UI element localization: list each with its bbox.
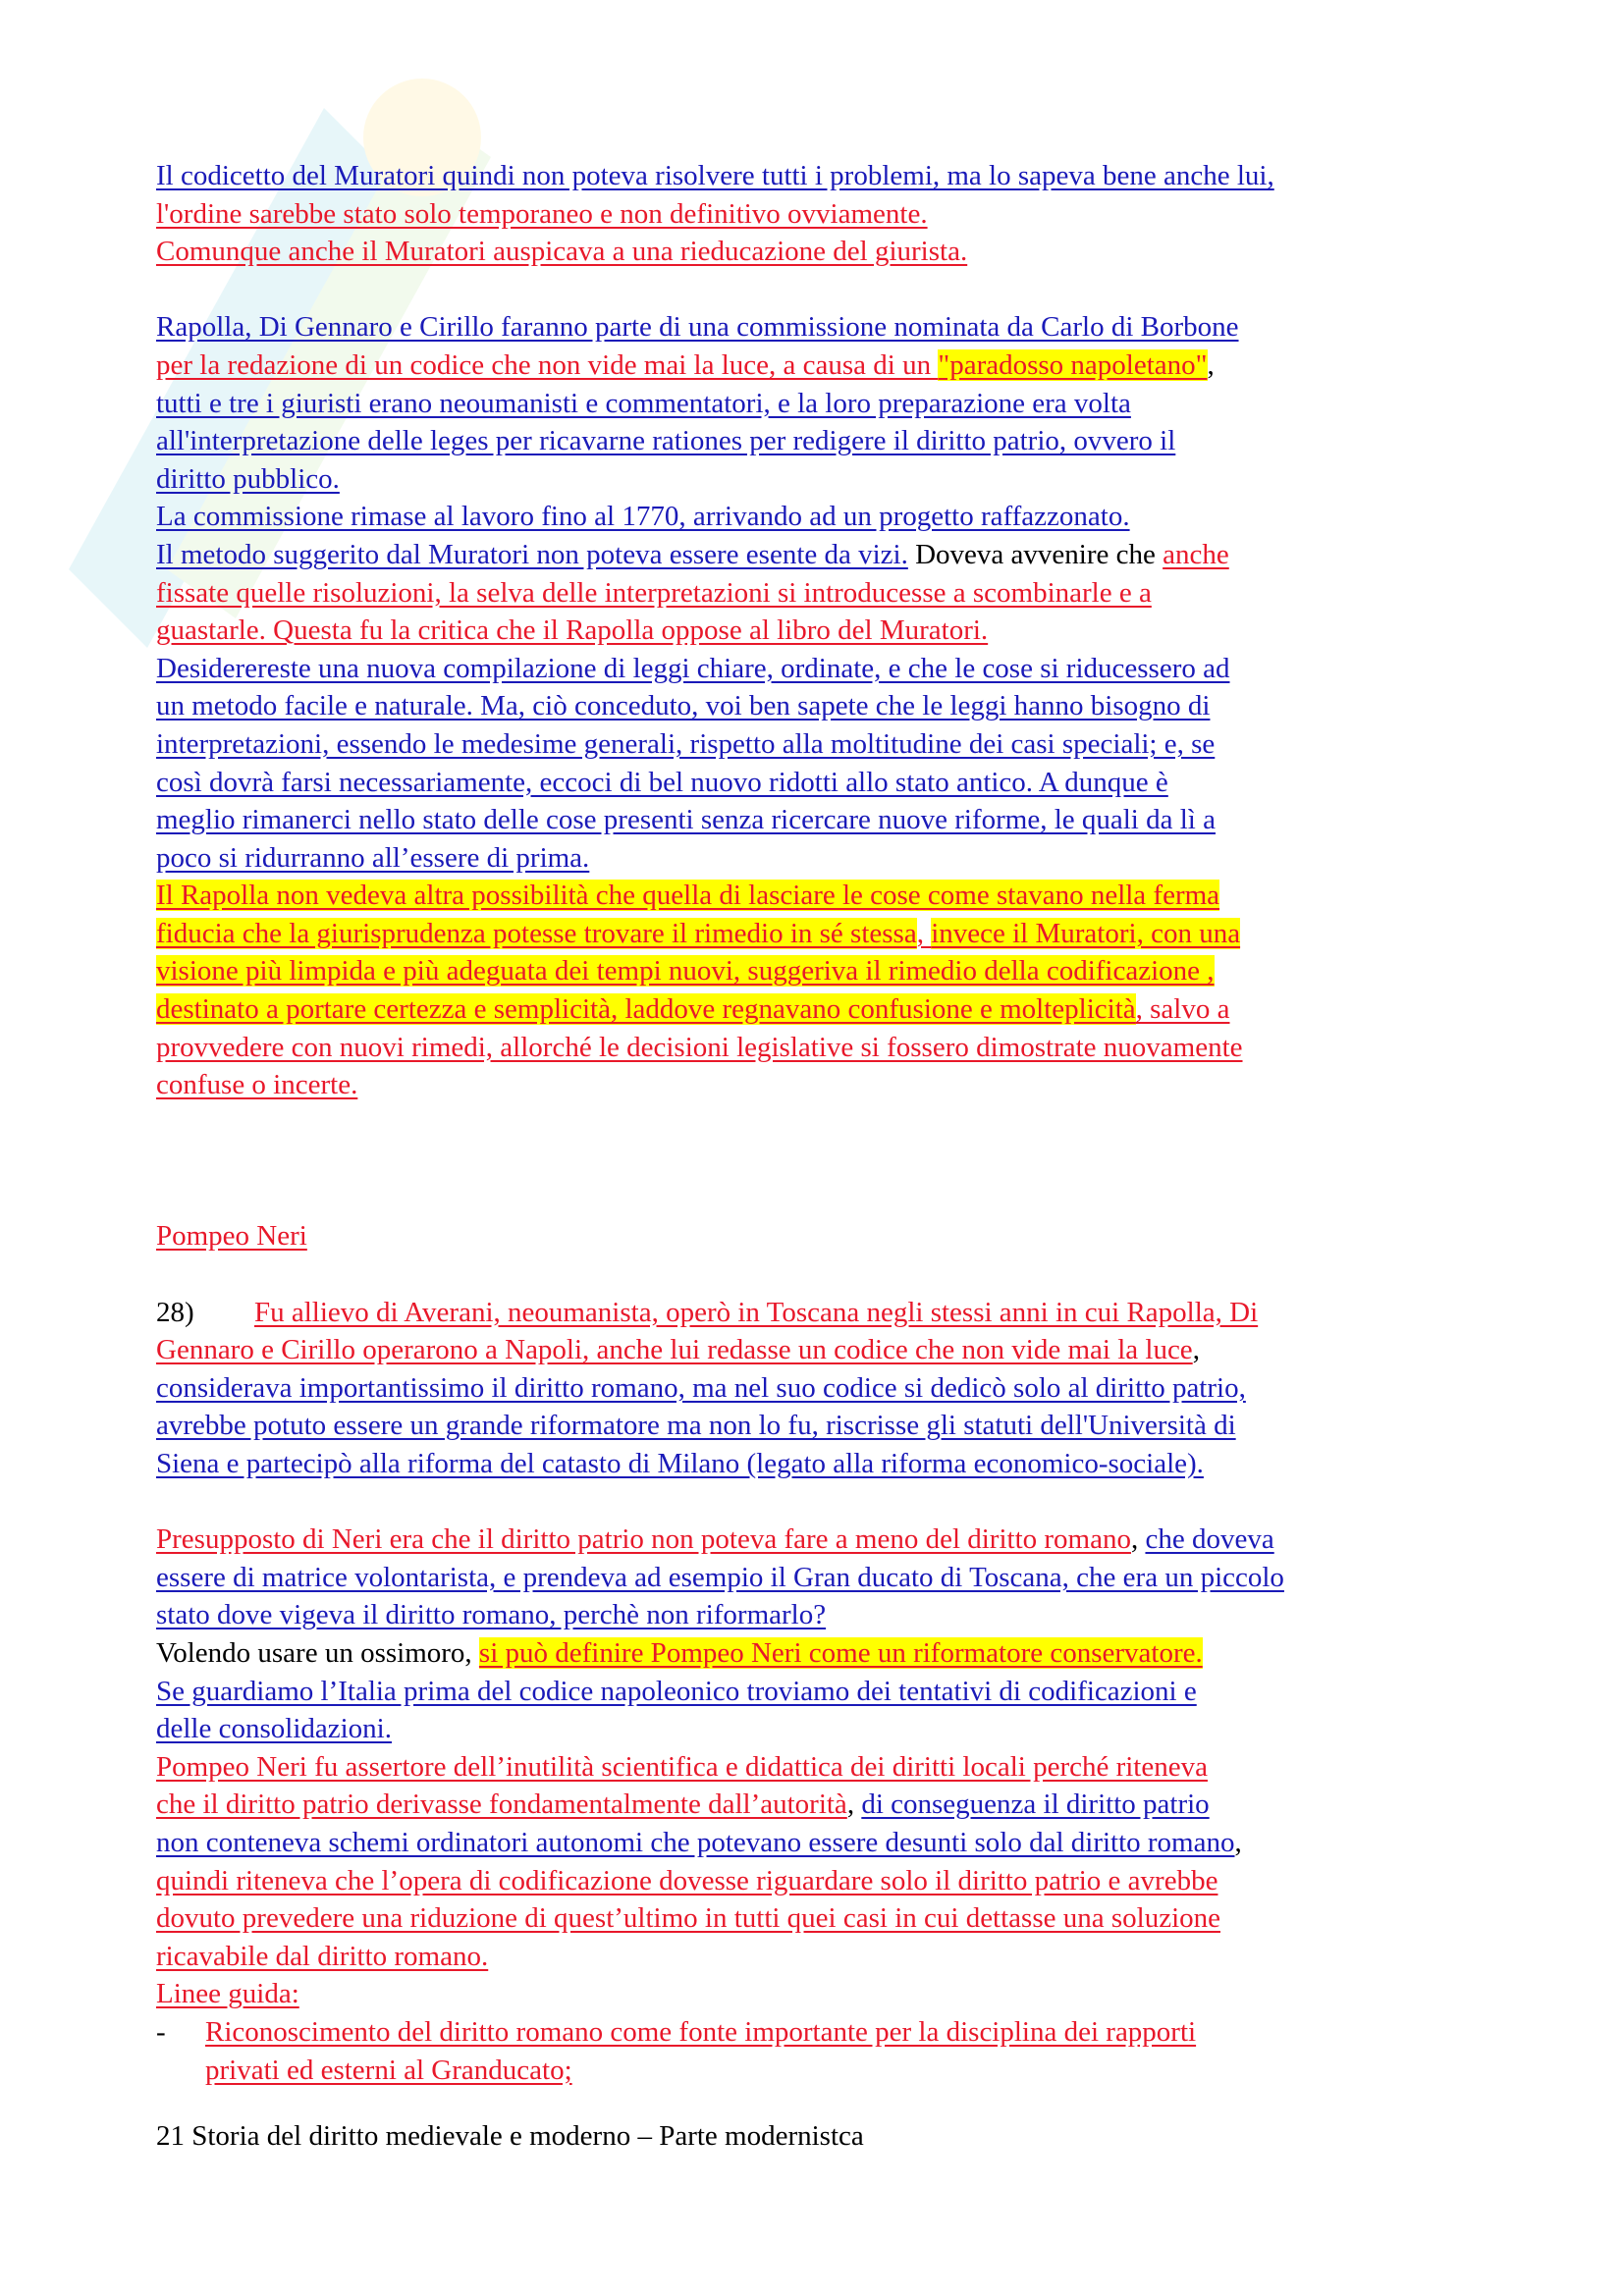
- text-segment: fissate quelle risoluzioni, la selva delle interpretazioni si introducesse a scombinarle e a: [156, 576, 1152, 609]
- text-segment: destinato a portare certezza e semplicità, laddove regnavano confusione e molteplicità: [156, 993, 1136, 1026]
- text-segment: ,: [1207, 348, 1215, 381]
- text-segment: confuse o incerte.: [156, 1069, 358, 1101]
- document-body: [156, 157, 1482, 2089]
- text-segment: ,: [1130, 1523, 1146, 1556]
- text-segment: non conteneva schemi ordinatori autonomi che potevano essere desunti solo dal diritto romano: [156, 1826, 1235, 1858]
- text-segment: interpretazioni, essendo le medesime generali, rispetto alla moltitudine dei casi speciali; e, se: [156, 727, 1216, 760]
- text-segment: invece il Muratori, con una: [931, 917, 1241, 949]
- numbered-paragraph-text: [156, 1297, 1258, 1479]
- text-segment: un metodo facile e naturale. Ma, ciò conceduto, voi ben sapete che le leggi hanno bisogno di: [156, 690, 1211, 722]
- text-segment: anche: [1163, 538, 1229, 570]
- text-segment: considerava importantissimo il diritto romano, ma nel suo codice si dedicò solo al diritto patrio,: [156, 1371, 1246, 1404]
- text-segment: diritto pubblico.: [156, 462, 340, 495]
- text-segment: all'interpretazione delle leges per ricavarne rationes per redigere il diritto patrio, ovvero il: [156, 425, 1176, 457]
- text-segment: di conseguenza il diritto patrio: [861, 1789, 1210, 1821]
- text-segment: Riconoscimento del diritto romano come fonte importante per la disciplina dei rapporti: [205, 2015, 1197, 2048]
- text-segment: che doveva: [1145, 1523, 1274, 1556]
- numbered-paragraph: [156, 1294, 1482, 1483]
- text-segment: dovuto prevedere una riduzione di quest’ultimo in tutti quei casi in cui dettasse una soluzione: [156, 1902, 1221, 1935]
- text-segment: fiducia che la giurisprudenza potesse trovare il rimedio in sé stessa: [156, 917, 917, 949]
- text-segment: essere di matrice volontarista, e prendeva ad esempio il Gran ducato di Toscana, che era un piccolo: [156, 1561, 1284, 1593]
- text-segment: quindi riteneva che l’opera di codificazione dovesse riguardare solo il diritto patrio e avrebbe: [156, 1864, 1218, 1896]
- text-segment: stato dove vigeva il diritto romano, perchè non riformarlo?: [156, 1599, 827, 1631]
- text-segment: poco si ridurranno all’essere di prima.: [156, 841, 590, 874]
- text-segment: Fu allievo di Averani, neoumanista, operò in Toscana negli stessi anni in cui Rapolla, Di: [254, 1296, 1259, 1328]
- text-segment: Linee guida:: [156, 1978, 299, 2010]
- text-segment: avrebbe potuto essere un grande riformatore ma non lo fu, riscrisse gli statuti dell'Università di: [156, 1410, 1236, 1442]
- section-title-text: Pompeo Neri: [156, 1220, 307, 1253]
- text-segment: guastarle. Questa fu la critica che il Rapolla oppose al libro del Muratori.: [156, 614, 989, 647]
- text-segment: l'ordine sarebbe stato solo temporaneo e non definitivo ovviamente.: [156, 197, 928, 230]
- text-segment: Comunque anche il Muratori auspicava a una rieducazione del giurista.: [156, 236, 968, 268]
- text-segment: per la redazione di un codice che non vide mai la luce, a causa di un: [156, 348, 939, 381]
- list-bullet: -: [156, 2015, 166, 2048]
- text-segment: Il codicetto del Muratori quindi non poteva risolvere tutti i problemi, ma lo sapeva bene anche lui,: [156, 160, 1274, 191]
- text-segment: ,: [1192, 1334, 1200, 1366]
- text-segment: ,: [1234, 1826, 1242, 1858]
- text-segment: Volendo usare un ossimoro,: [156, 1636, 479, 1669]
- text-segment: tutti e tre i giuristi erano neoumanisti e commentatori, e la loro preparazione era volta: [156, 387, 1131, 419]
- text-segment: che il diritto patrio derivasse fondamentalmente dall’autorità: [156, 1789, 847, 1821]
- text-segment: Siena e partecipò alla riforma del catasto di Milano (legato alla riforma economico-sociale).: [156, 1448, 1204, 1479]
- text-segment: , salvo a: [1135, 993, 1230, 1026]
- text-segment: privati ed esterni al Granducato;: [205, 2054, 572, 2086]
- text-segment: visione più limpida e più adeguata dei tempi nuovi, suggeriva il rimedio della codificazione ,: [156, 955, 1215, 988]
- text-segment: La commissione rimase al lavoro fino al 1770, arrivando ad un progetto raffazzonato.: [156, 501, 1130, 533]
- section-title: [156, 1217, 1482, 1255]
- text-segment: così dovrà farsi necessariamente, eccoci di bel nuovo ridotti allo stato antico. A dunque è: [156, 766, 1168, 798]
- text-segment: meglio rimanerci nello stato delle cose presenti senza ricercare nuove riforme, le quali da lì a: [156, 804, 1216, 836]
- paragraph-3: [156, 1521, 1482, 2013]
- text-segment: ,: [846, 1789, 862, 1821]
- list-item-text: [205, 2016, 1196, 2086]
- text-segment: Desiderereste una nuova compilazione di leggi chiare, ordinate, e che le cose si riducessero ad: [156, 652, 1230, 684]
- text-segment: delle consolidazioni.: [156, 1713, 392, 1745]
- text-segment: ricavabile dal diritto romano.: [156, 1940, 489, 1972]
- paragraph-2: [156, 308, 1482, 1103]
- paragraph-1: [156, 157, 1482, 271]
- text-segment: Presupposto di Neri era che il diritto patrio non poteva fare a meno del diritto romano: [156, 1523, 1131, 1556]
- paragraph-number: 28): [156, 1296, 194, 1328]
- text-segment: Pompeo Neri fu assertore dell’inutilità scientifica e didattica dei diritti locali perché riteneva: [156, 1750, 1208, 1783]
- text-segment: Il Rapolla non vedeva altra possibilità che quella di lasciare le cose come stavano nella ferma: [156, 880, 1220, 912]
- text-segment: Gennaro e Cirillo operarono a Napoli, anche lui redasse un codice che non vide mai la luce: [156, 1334, 1193, 1366]
- text-segment: Rapolla, Di Gennaro e Cirillo faranno parte di una commissione nominata da Carlo di Borbone: [156, 311, 1239, 344]
- text-segment: ,: [916, 917, 932, 949]
- text-segment: provvedere con nuovi rimedi, allorché le decisioni legislative si fossero dimostrate nuovamente: [156, 1031, 1243, 1063]
- text-segment: Doveva avvenire che: [907, 538, 1163, 570]
- text-segment: Se guardiamo l’Italia prima del codice napoleonico troviamo dei tentativi di codificazioni e: [156, 1675, 1197, 1707]
- text-segment: si può definire Pompeo Neri come un riformatore conservatore.: [478, 1636, 1203, 1669]
- text-segment: Il metodo suggerito dal Muratori non poteva essere esente da vizi.: [156, 538, 908, 570]
- page-footer: 21 Storia del diritto medievale e moderno – Parte modernistca: [156, 2120, 864, 2152]
- text-segment: "paradosso napoletano": [938, 348, 1208, 381]
- list-item: [156, 2013, 1482, 2089]
